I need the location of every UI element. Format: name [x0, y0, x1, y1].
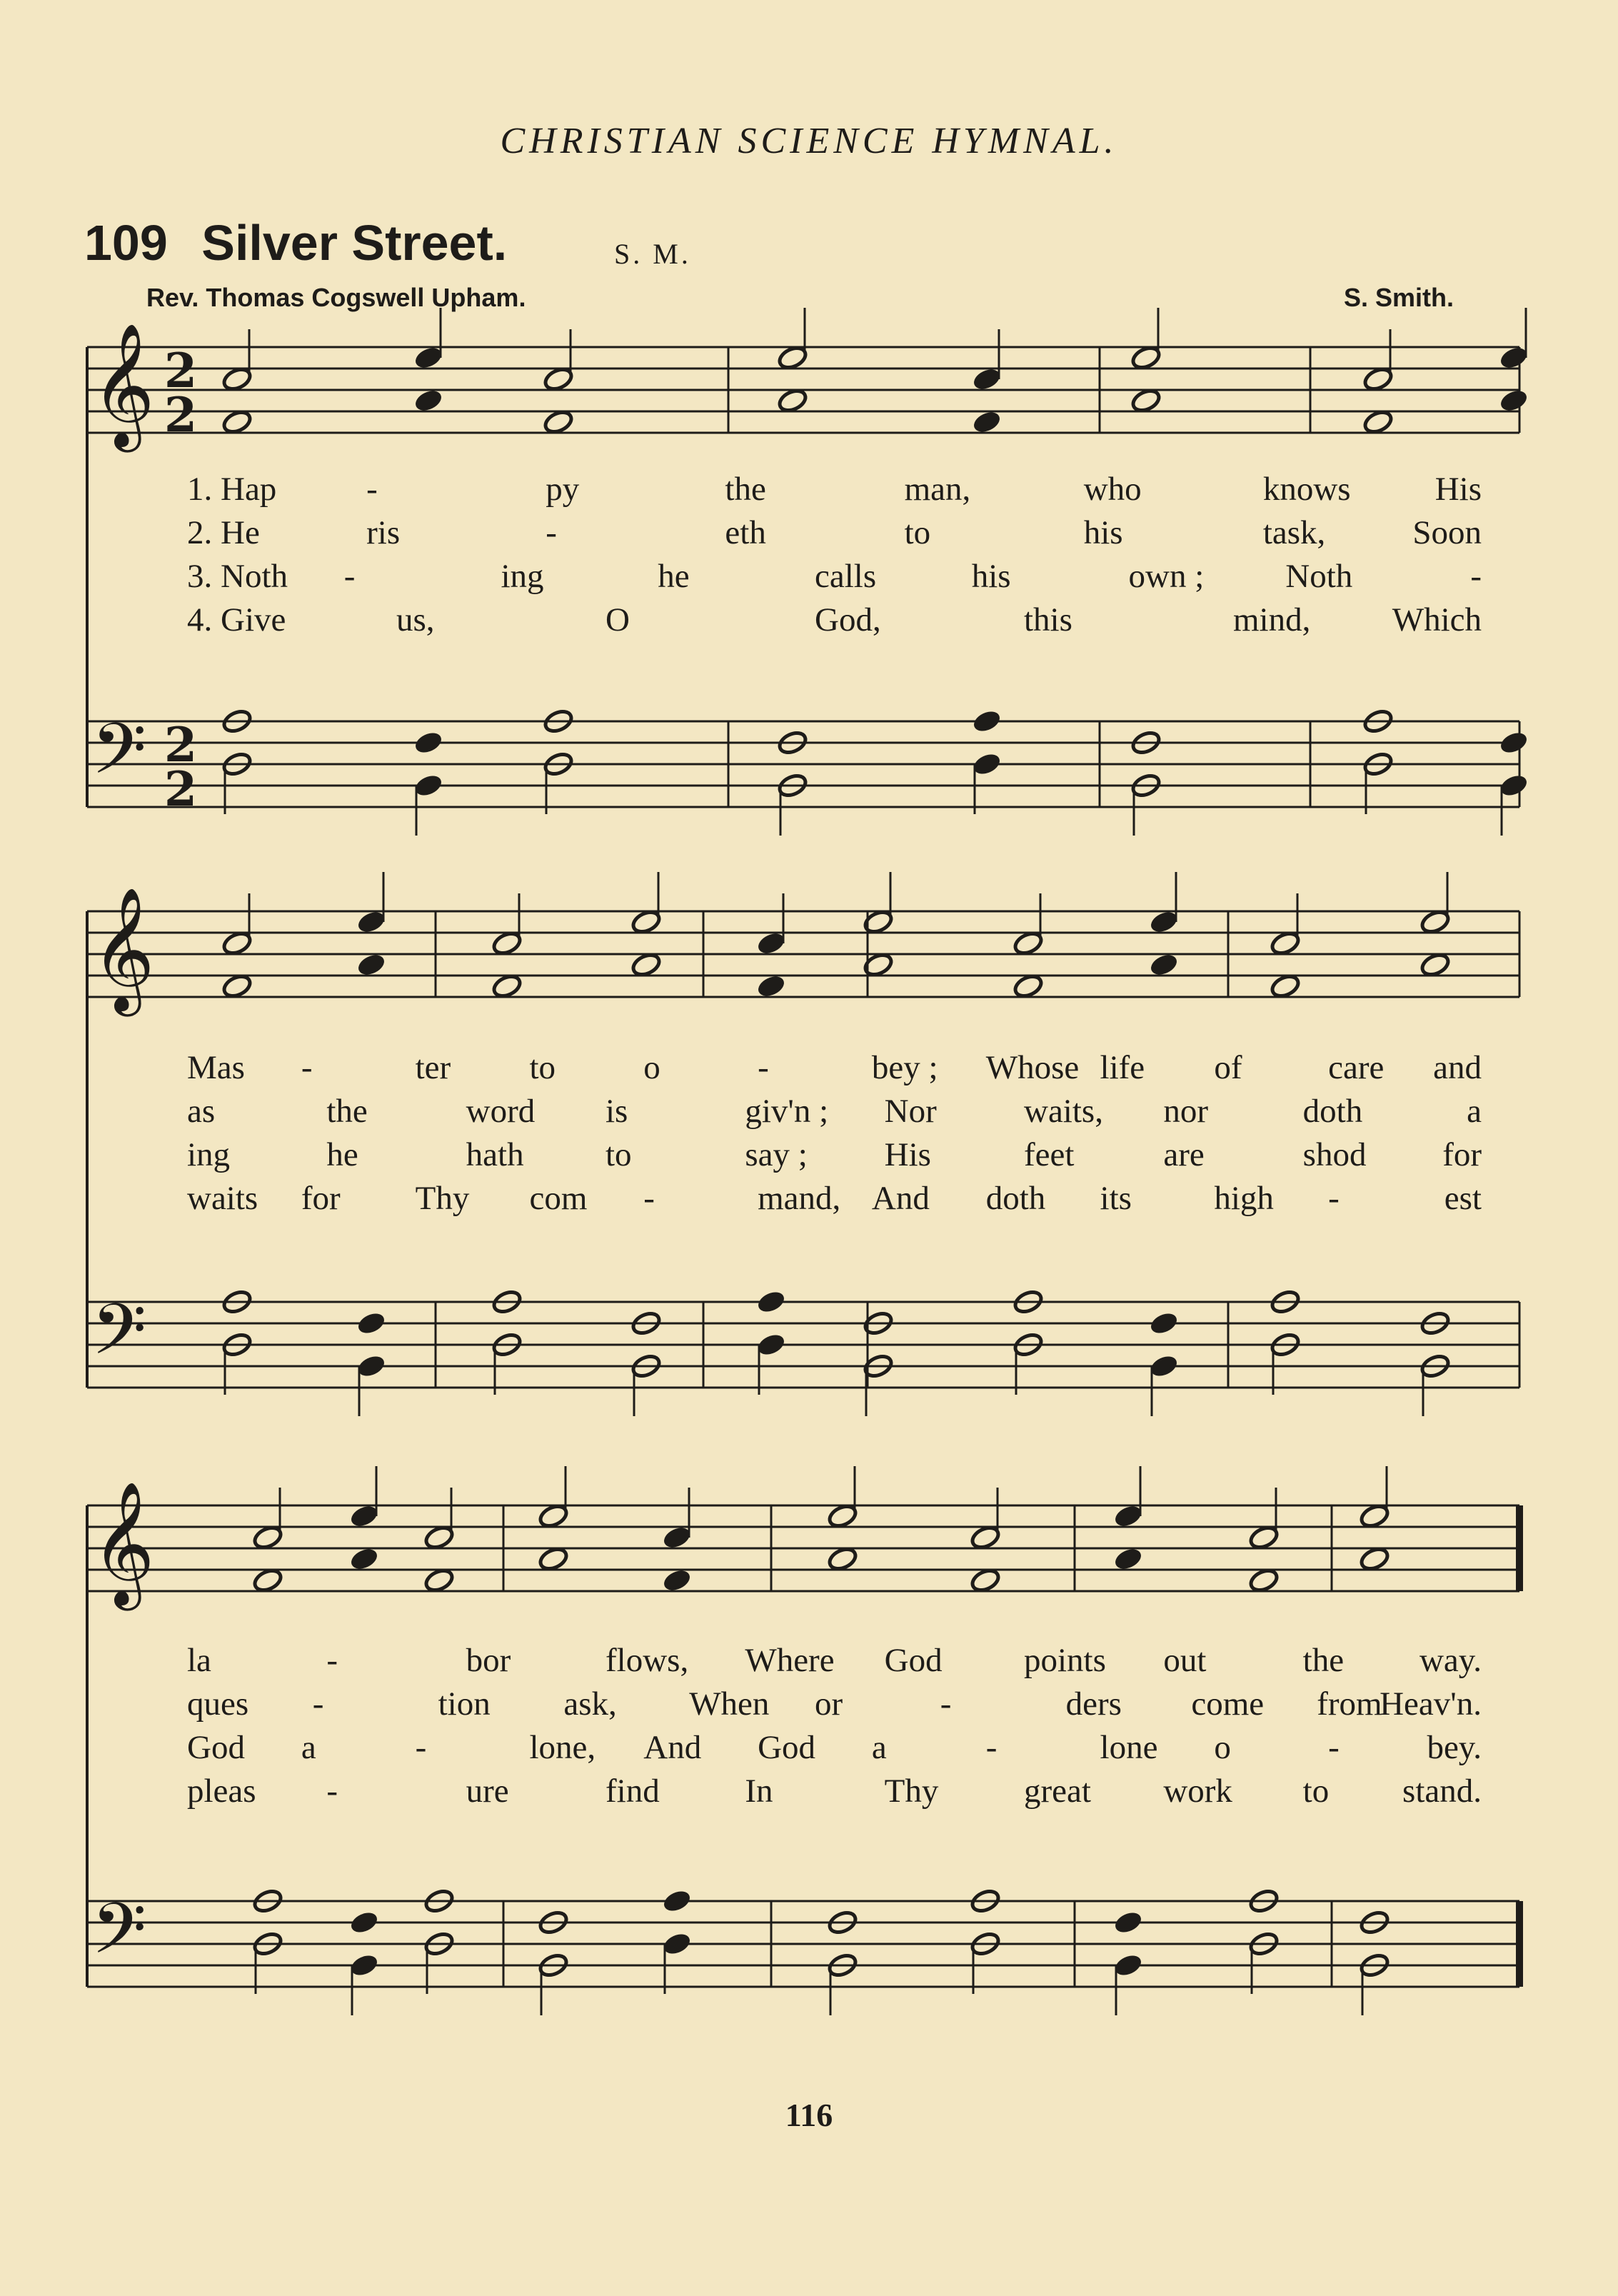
- bass-note: [356, 1310, 388, 1337]
- lyric-syllable: eth: [725, 514, 766, 551]
- lyric-syllable: ter: [415, 1049, 451, 1086]
- lyric-syllable: bey ;: [871, 1049, 938, 1086]
- composer-credit: S. Smith.: [1343, 283, 1454, 312]
- lyric-syllable: are: [1163, 1136, 1205, 1173]
- lyric-syllable: ders: [1065, 1685, 1122, 1723]
- lyric-syllable: waits: [187, 1180, 258, 1217]
- lyric-syllable: Thy: [884, 1773, 939, 1810]
- lyric-syllable: bey.: [1427, 1729, 1482, 1766]
- page-number: 116: [785, 2097, 833, 2133]
- lyric-syllable: -: [301, 1049, 313, 1086]
- lyric-syllable: Nor: [884, 1093, 937, 1130]
- lyric-syllable: 4. Give: [187, 601, 286, 638]
- lyric-syllable: -: [326, 1773, 338, 1810]
- lyric-syllable: ques: [187, 1685, 249, 1723]
- lyric-syllable: knows: [1262, 471, 1351, 508]
- lyric-syllable: 2. He: [187, 514, 260, 551]
- lyric-syllable: as: [187, 1093, 216, 1130]
- lyric-syllable: ask,: [563, 1685, 617, 1723]
- lyric-syllable: -: [326, 1642, 338, 1679]
- meter-label: S. M.: [614, 238, 691, 270]
- lyric-syllable: -: [343, 558, 356, 595]
- lyric-syllable: to: [904, 514, 931, 551]
- lyric-syllable: o: [643, 1049, 660, 1086]
- lyric-syllable: com: [529, 1180, 588, 1217]
- treble-clef-icon: 𝄞: [91, 1481, 155, 1605]
- lyric-syllable: His: [1434, 471, 1482, 508]
- lyric-syllable: doth: [1302, 1093, 1363, 1130]
- lyric-syllable: task,: [1262, 514, 1326, 551]
- lyric-syllable: calls: [815, 558, 877, 595]
- treble-note: [755, 973, 788, 1000]
- lyric-syllable: -: [1328, 1729, 1340, 1766]
- lyric-syllable: stand.: [1402, 1773, 1482, 1810]
- treble-note: [630, 951, 663, 978]
- lyric-syllable: its: [1100, 1180, 1132, 1217]
- treble-note: [1012, 973, 1045, 1000]
- lyric-syllable: waits,: [1024, 1093, 1103, 1130]
- bass-note: [971, 708, 1003, 735]
- lyric-syllable: he: [326, 1136, 358, 1173]
- treble-note: [423, 1567, 456, 1594]
- lyric-syllable: the: [1302, 1642, 1345, 1679]
- lyric-syllable: Which: [1392, 601, 1482, 638]
- lyric-syllable: doth: [985, 1180, 1046, 1217]
- lyric-syllable: lone,: [529, 1729, 596, 1766]
- tune-name: Silver Street.: [201, 215, 508, 271]
- lyric-syllable: Whose: [985, 1049, 1080, 1086]
- lyric-syllable: ing: [187, 1136, 231, 1173]
- treble-note: [1112, 1545, 1145, 1573]
- lyric-syllable: God: [758, 1729, 816, 1766]
- lyric-syllable: flows,: [606, 1642, 689, 1679]
- lyric-syllable: word: [466, 1093, 536, 1130]
- lyric-syllable: -: [985, 1729, 998, 1766]
- author-credit: Rev. Thomas Cogswell Upham.: [146, 283, 526, 312]
- lyric-syllable: O: [606, 601, 630, 638]
- bass-note: [661, 1888, 693, 1915]
- lyric-syllable: py: [546, 471, 580, 508]
- lyric-syllable: is: [606, 1093, 628, 1130]
- lyric-syllable: feet: [1024, 1136, 1075, 1173]
- lyric-syllable: points: [1024, 1642, 1106, 1679]
- bass-clef-icon: 𝄢: [91, 1888, 147, 1987]
- treble-note: [1498, 387, 1530, 414]
- lyric-syllable: -: [546, 514, 557, 551]
- hymn-number: 109: [84, 215, 168, 271]
- lyric-syllable: for: [301, 1180, 341, 1217]
- lyric-syllable: His: [884, 1136, 931, 1173]
- lyric-syllable: a: [301, 1729, 316, 1766]
- lyric-syllable: high: [1214, 1180, 1274, 1217]
- lyric-syllable: great: [1024, 1773, 1091, 1810]
- lyric-syllable: In: [745, 1773, 773, 1810]
- treble-clef-icon: 𝄞: [91, 887, 155, 1011]
- lyric-syllable: the: [326, 1093, 368, 1130]
- lyric-syllable: God,: [815, 601, 881, 638]
- lyric-syllable: come: [1191, 1685, 1265, 1723]
- bass-clef-icon: 𝄢: [91, 708, 147, 808]
- lyric-syllable: Noth: [1285, 558, 1353, 595]
- lyric-syllable: ing: [501, 558, 544, 595]
- lyric-syllable: who: [1083, 471, 1142, 508]
- treble-note: [970, 1567, 1002, 1594]
- lyric-syllable: 3. Noth: [187, 558, 288, 595]
- lyric-syllable: la: [187, 1642, 211, 1679]
- bass-note: [755, 1288, 788, 1315]
- treble-clef-icon: 𝄞: [91, 323, 155, 447]
- lyric-syllable: o: [1214, 1729, 1231, 1766]
- lyric-syllable: to: [529, 1049, 556, 1086]
- lyric-syllable: mand,: [758, 1180, 841, 1217]
- lyric-syllable: from: [1317, 1685, 1382, 1723]
- lyric-syllable: Heav'n.: [1380, 1685, 1482, 1723]
- lyric-syllable: or: [815, 1685, 843, 1723]
- lyric-syllable: a: [1467, 1093, 1482, 1130]
- lyric-syllable: Soon: [1412, 514, 1482, 551]
- lyric-syllable: -: [940, 1685, 952, 1723]
- treble-note: [1148, 951, 1180, 978]
- lyric-syllable: work: [1163, 1773, 1232, 1810]
- treble-note: [348, 1545, 381, 1573]
- treble-note: [413, 387, 445, 414]
- lyric-syllable: -: [312, 1685, 324, 1723]
- treble-note: [661, 1567, 693, 1594]
- treble-note: [827, 1545, 859, 1573]
- lyric-syllable: to: [606, 1136, 632, 1173]
- lyric-syllable: God: [187, 1729, 245, 1766]
- treble-note: [491, 973, 523, 1000]
- time-signature-numerator: 2: [164, 717, 197, 773]
- lyric-syllable: tion: [438, 1685, 491, 1723]
- lyric-syllable: shod: [1302, 1136, 1367, 1173]
- lyric-syllable: own ;: [1128, 558, 1205, 595]
- bass-note: [413, 729, 445, 756]
- treble-note: [1270, 973, 1302, 1000]
- lyric-syllable: -: [1328, 1180, 1340, 1217]
- lyric-syllable: And: [871, 1180, 930, 1217]
- lyric-syllable: -: [758, 1049, 769, 1086]
- lyric-syllable: to: [1302, 1773, 1330, 1810]
- lyric-syllable: of: [1214, 1049, 1242, 1086]
- treble-note: [356, 951, 388, 978]
- lyric-syllable: lone: [1100, 1729, 1158, 1766]
- lyric-syllable: for: [1442, 1136, 1482, 1173]
- lyric-syllable: he: [658, 558, 690, 595]
- lyric-syllable: Where: [745, 1642, 835, 1679]
- lyric-syllable: -: [415, 1729, 427, 1766]
- lyric-syllable: his: [971, 558, 1011, 595]
- lyric-syllable: Mas: [187, 1049, 245, 1086]
- lyric-syllable: a: [871, 1729, 887, 1766]
- bass-clef-icon: 𝄢: [91, 1289, 147, 1388]
- lyric-syllable: And: [643, 1729, 702, 1766]
- lyric-syllable: this: [1024, 601, 1072, 638]
- bass-note: [348, 1909, 381, 1936]
- treble-note: [1362, 408, 1395, 436]
- bass-note: [1498, 729, 1530, 756]
- lyric-syllable: -: [1470, 558, 1482, 595]
- lyric-syllable: way.: [1419, 1642, 1482, 1679]
- time-signature-denominator: 2: [164, 387, 197, 443]
- bass-note: [1148, 1310, 1180, 1337]
- lyric-syllable: us,: [396, 601, 435, 638]
- lyric-syllable: out: [1163, 1642, 1207, 1679]
- bass-note: [1112, 1909, 1145, 1936]
- treble-note: [252, 1567, 284, 1594]
- time-signature-numerator: 2: [164, 343, 197, 398]
- lyric-syllable: est: [1444, 1180, 1482, 1217]
- treble-note: [221, 973, 253, 1000]
- lyric-syllable: his: [1083, 514, 1123, 551]
- treble-note: [538, 1545, 570, 1573]
- lyric-syllable: giv'n ;: [745, 1093, 829, 1130]
- treble-note: [543, 408, 575, 436]
- treble-note: [1248, 1567, 1280, 1594]
- treble-note: [221, 408, 253, 436]
- lyric-syllable: nor: [1163, 1093, 1208, 1130]
- lyric-syllable: -: [366, 471, 378, 508]
- lyric-syllable: life: [1100, 1049, 1145, 1086]
- treble-note: [1359, 1545, 1391, 1573]
- lyric-syllable: bor: [466, 1642, 511, 1679]
- lyric-syllable: care: [1328, 1049, 1385, 1086]
- treble-note: [971, 408, 1003, 436]
- lyric-syllable: -: [643, 1180, 655, 1217]
- lyric-syllable: ure: [466, 1773, 509, 1810]
- lyric-syllable: hath: [466, 1136, 524, 1173]
- lyric-syllable: 1. Hap: [187, 471, 277, 508]
- lyric-syllable: and: [1433, 1049, 1482, 1086]
- lyric-syllable: When: [689, 1685, 770, 1723]
- lyric-syllable: the: [725, 471, 766, 508]
- lyric-syllable: find: [606, 1773, 660, 1810]
- lyric-syllable: mind,: [1233, 601, 1311, 638]
- lyric-syllable: man,: [904, 471, 971, 508]
- treble-note: [1419, 951, 1452, 978]
- treble-note: [777, 387, 809, 414]
- time-signature-denominator: 2: [164, 761, 197, 817]
- running-header: CHRISTIAN SCIENCE HYMNAL.: [500, 121, 1118, 161]
- lyric-syllable: Thy: [415, 1180, 470, 1217]
- lyric-syllable: ris: [366, 514, 401, 551]
- lyric-syllable: pleas: [187, 1773, 256, 1810]
- lyric-syllable: say ;: [745, 1136, 808, 1173]
- lyric-syllable: God: [884, 1642, 943, 1679]
- treble-note: [1130, 387, 1162, 414]
